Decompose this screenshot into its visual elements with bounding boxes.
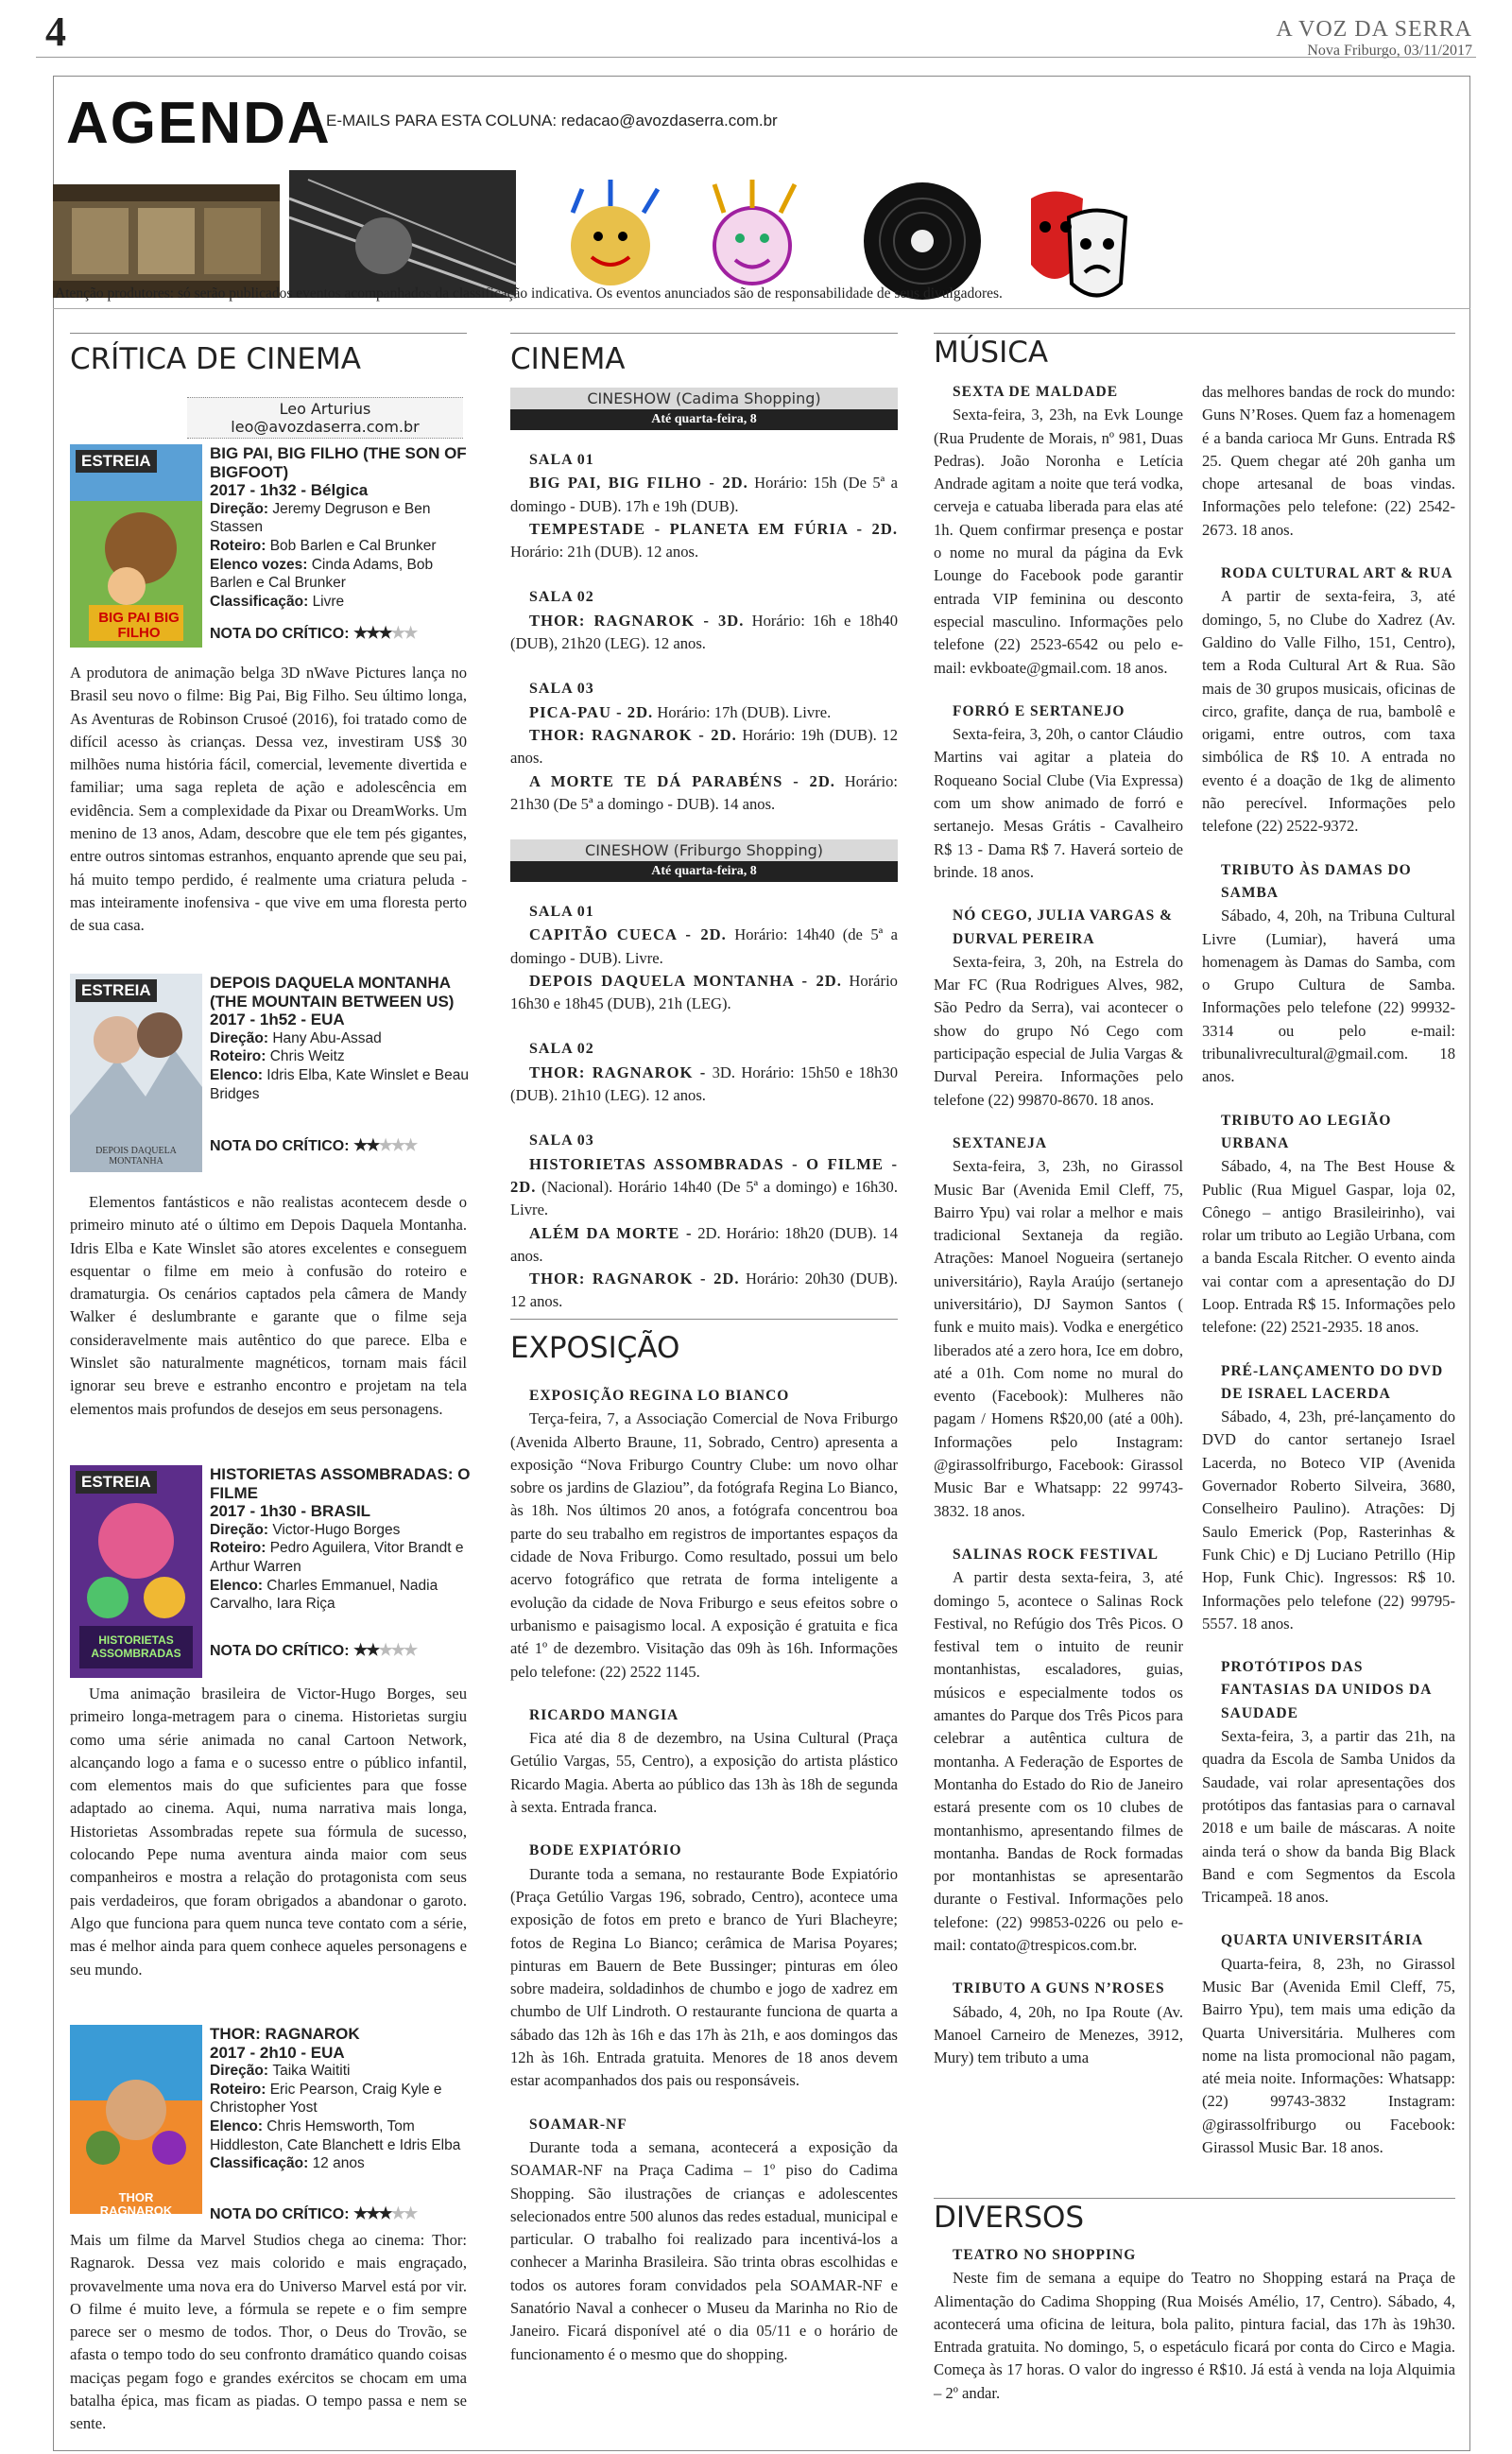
event-title: SEXTANEJA — [953, 1134, 1048, 1151]
session-item — [510, 701, 898, 724]
session-text: Horário 16h30 e 18h45 (DUB), 21h (LEG). — [510, 971, 898, 1013]
critica-rule — [70, 333, 467, 334]
rating-star-icon: ★ — [390, 2204, 404, 2222]
cinema-period: Até quarta-feira, 8 — [510, 409, 898, 430]
critic-rating: NOTA DO CRÍTICO: ★★★★★ — [210, 1641, 417, 1659]
event-title: BODE EXPIATÓRIO — [529, 1842, 682, 1859]
event-title: SOAMAR-NF — [529, 2116, 627, 2133]
session-item — [510, 724, 898, 770]
film-review-1 — [70, 444, 467, 643]
film-roteiro: Roteiro: Pedro Aguilera, Vitor Brandt e Arthur Warren — [210, 1540, 464, 1575]
theater-masks-icon — [1031, 192, 1125, 296]
cinema-sessions — [510, 901, 898, 1314]
rating-star-icon: ★ — [366, 1641, 379, 1659]
session-item — [510, 1062, 898, 1108]
film-meta: 2017 - 1h32 - Bélgica — [210, 481, 369, 500]
film-elenco: Elenco: Charles Emmanuel, Nadia Carvalho, Iara Riça — [210, 1577, 438, 1613]
session-title: ALÉM DA MORTE - — [529, 1223, 693, 1242]
poster-title-text: HISTORIETAS ASSOMBRADAS — [91, 1633, 181, 1660]
agenda-title: AGENDA — [66, 91, 332, 156]
session-title: THOR: RAGNAROK - — [529, 1063, 707, 1081]
session-title: DEPOIS DAQUELA MONTANHA - 2D. — [529, 971, 842, 990]
session-title: THOR: RAGNAROK - 2D. — [529, 1270, 740, 1288]
cinema-period: Até quarta-feira, 8 — [510, 861, 898, 882]
event-title: PROTÓTIPOS DAS FANTASIAS DA UNIDOS DA SAUDADE — [1221, 1659, 1432, 1721]
event-title: EXPOSIÇÃO REGINA LO BIANCO — [529, 1388, 790, 1404]
event-item — [1202, 1929, 1455, 2159]
event-text: Sexta-feira, 3, 23h, na Evk Lounge (Rua Prudente de Morais, nº 981, Duas Pedras). João Noronha e Letícia Andrade agitam a noite que terá vodka, cerveja e catuaba liberada para elas até 1h. Quem confirmar presença e postar o nome no mural da página da Evk Lounge do Facebook pode garantir entrada VIP feminina ou desconto especial masculino. Informações pelo telefone (22) 2523-6542 ou pelo e-mail: evkboate@gmail.com. 18 anos. — [934, 406, 1183, 677]
musica-column-2 — [1202, 381, 1455, 2159]
session-item — [510, 1268, 898, 1314]
session-item — [510, 1153, 898, 1222]
rating-stars — [353, 626, 416, 642]
poster-title-text: DEPOIS DAQUELA MONTANHA — [95, 1146, 177, 1167]
rating-star-icon: ★ — [378, 1641, 391, 1659]
event-text: Sábado, 4, 20h, na Tribuna Cultural Livre (Lumiar), haverá uma homenagem às Damas do Samba, com o Grupo Cultura de Samba. Informações pelo telefone (22) 99932-3314 ou pelo e-mail: tribunalivrecultural@gmail.com. 18 anos. — [1202, 907, 1455, 1086]
film-title: DEPOIS DAQUELA MONTANHA (THE MOUNTAIN BETWEEN US) — [210, 974, 455, 1011]
notice-rule — [53, 308, 1470, 309]
film-classificacao: Classificação: 12 anos — [210, 2155, 365, 2172]
diversos-section-title: DIVERSOS — [934, 2201, 1085, 2235]
rating-star-icon: ★ — [378, 624, 391, 642]
sala-block — [510, 1038, 898, 1107]
event-text: A partir de sexta-feira, 3, até domingo, 5, no Clube do Xadrez (Av. Galdino do Valle Filho, 151, Centro), tem a Roda Cultural Art & Rua. São mais de 30 grupos musicais, oficinas de circo, grafite, dança de rua, bambolê e origami, entre outros, com taxa simbólica de R$ 10. A entrada no evento é a doação de 1kg de alimento não perecível. Informações pelo telefone (22) 2522-9372. — [1202, 587, 1455, 836]
exposicao-listing — [510, 1385, 898, 2366]
session-text: Horário: 17h (DUB). Livre. — [653, 702, 832, 721]
rating-star-icon: ★ — [404, 1641, 417, 1659]
producers-notice: Atenção produtores: só serão publicados eventos acompanhados da classificação indicativa. Os eventos anunciados são de responsabilidade de seus divulgadores. — [55, 285, 1003, 302]
event-item — [934, 905, 1183, 1112]
rating-star-icon: ★ — [390, 1641, 404, 1659]
film-direcao: Direção: Victor-Hugo Borges — [210, 1521, 401, 1538]
event-item — [934, 1544, 1183, 1957]
cinema-listing-cadima — [510, 388, 898, 816]
cinema-sessions — [510, 449, 898, 816]
film-info — [210, 2025, 474, 2173]
sala-label: SALA 03 — [529, 681, 594, 698]
exposicao-section-title: EXPOSIÇÃO — [510, 1331, 680, 1365]
film-review-3 — [70, 1465, 471, 1664]
event-text: A partir desta sexta-feira, 3, até domingo 5, acontece o Salinas Rock Festival, no Refúgio dos Três Picos. O festival tem o intuito de reunir montanhistas, escaladores, guias, músicos e especialmente todos os amantes do Parque dos Três Picos para celebrar a autêntica cultura de montanha. A Federação de Esportes de Montanha do Estado do Rio de Janeiro estará presente com os 10 clubes de montanhismo, apresentando filmes de montanha. Bandas de Rock formadas por montanhistas se apresentarão durante o Festival. Informações pelo telefone: (22) 99853-0226 ou pelo e-mail: contato@trespicos.com.br. — [934, 1568, 1183, 1954]
musica-rule — [934, 333, 1455, 334]
film-roteiro: Roteiro: Chris Weitz — [210, 1048, 345, 1065]
guitar-icon — [289, 170, 516, 298]
sala-label: SALA 01 — [529, 452, 594, 468]
session-text: Horário: 20h30 (DUB). 12 anos. — [510, 1270, 898, 1311]
cinema-rule — [510, 333, 898, 334]
estreia-badge: ESTREIA — [76, 450, 157, 473]
session-text: (Nacional). Horário 14h40 (De 5ª a domingo) e 16h30. Livre. — [510, 1177, 898, 1219]
event-text: Sexta-feira, 3, 20h, na Estrela do Mar FC (Rua Rodrigues Alves, 982, São Pedro da Serra), vai acontecer o show do grupo Nó Cego com participação especial de Julia Vargas & Durval Pereira. Informações pelo telefone (22) 99870-8670. 18 anos. — [934, 952, 1183, 1109]
rating-star-icon: ★ — [390, 1136, 404, 1154]
critic-byline — [187, 397, 463, 439]
event-text: Durante toda a semana, acontecerá a exposição da SOAMAR-NF na Praça Cadima – 1º piso do Cadima Shopping. São ilustrações de crianças e adolescentes selecionados entre 500 alunos das redes estadual, municipal e particular. O trabalho foi realizado para incentivá-los a conhecer a Marinha Brasileira. São trinta obras escolhidas e todos os autores foram convidados pela SOAMAR-NF e Sanatório Naval a conhecer o Museu da Marinha no Rio de Janeiro. Ficará disponível até o dia 05/11 e o horário de funcionamento é o mesmo que do shopping. — [510, 2137, 898, 2363]
film-classificacao: Classificação: Livre — [210, 593, 345, 610]
event-title: NÓ CEGO, JULIA VARGAS & DURVAL PEREIRA — [953, 907, 1174, 947]
session-title: BIG PAI, BIG FILHO - 2D. — [529, 474, 748, 493]
film-review-2 — [70, 974, 467, 1172]
sala-block — [510, 586, 898, 655]
film-roteiro: Roteiro: Bob Barlen e Cal Brunker — [210, 537, 437, 554]
critic-rating: NOTA DO CRÍTICO: ★★★★★ — [210, 624, 417, 642]
critic-rating: NOTA DO CRÍTICO: ★★★★★ — [210, 2204, 417, 2222]
poster-title-text: BIG PAI BIG FILHO — [98, 610, 180, 641]
rating-stars — [353, 2206, 416, 2222]
rating-star-icon: ★ — [353, 624, 367, 642]
session-title: CAPITÃO CUECA - 2D. — [529, 925, 727, 944]
event-title: RICARDO MANGIA — [529, 1706, 679, 1723]
session-item — [510, 970, 898, 1016]
session-title: THOR: RAGNAROK - 2D. — [529, 725, 737, 744]
session-item — [510, 518, 898, 564]
event-item — [1202, 1360, 1455, 1636]
film-elenco: Elenco: Chris Hemsworth, Tom Hiddleston, Cate Blanchett e Idris Elba — [210, 2117, 461, 2153]
film-review-1-text: A produtora de animação belga 3D nWave Pictures lança no Brasil seu novo o filme: Big Pai, Big Filho. Seu último longa, As Aventuras de Robinson Crusoé (2016), foi tratado como de difícil acesso às crianças. Dessa vez, investiram US$ 30 milhões numa história fácil, comercial, levemente divertida e familiar; uma saga repleta de ação e adolescência em evidência. Sem a complexidade da Pixar ou DreamWorks. Um menino de 13 anos, Adam, descobre que ele tem pés gigantes, entre outros sintomas estranhos, enquanto aprende que seu pai, há muito tempo perdido, é realmente uma criatura peluda - mas inteiramente inofensiva - que vive em uma floresta perto de sua casa. — [70, 664, 467, 935]
film-roteiro: Roteiro: Eric Pearson, Craig Kyle e Christopher Yost — [210, 2081, 442, 2117]
film-direcao: Direção: Jeremy Degruson e Ben Stassen — [210, 500, 431, 536]
sala-label: SALA 01 — [529, 904, 594, 920]
vinyl-record-icon — [864, 182, 981, 300]
session-text: 2D. Horário: 18h20 (DUB). 14 anos. — [510, 1223, 898, 1265]
session-title: THOR: RAGNAROK - 3D. — [529, 611, 745, 630]
event-title: TEATRO NO SHOPPING — [953, 2247, 1137, 2263]
film-meta: 2017 - 1h30 - BRASIL — [210, 1502, 371, 1521]
event-title: TRIBUTO A GUNS N’ROSES — [953, 1980, 1165, 1997]
event-text: Fica até dia 8 de dezembro, na Usina Cultural (Praça Getúlio Vargas, 55, Centro), a exposição do artista plástico Ricardo Magia. Aberta ao público das 13h às 18h de segunda à sexta. Entrada franca. — [510, 1729, 898, 1817]
sala-block — [510, 901, 898, 1015]
event-item — [510, 2114, 898, 2366]
sala-label: SALA 02 — [529, 1041, 594, 1058]
film-meta: 2017 - 1h52 - EUA — [210, 1011, 345, 1029]
event-text: Sábado, 4, 20h, no Ipa Route (Av. Manoel Carneiro de Menezes, 3912, Mury) tem tributo a uma — [934, 2002, 1183, 2067]
critica-section-title: CRÍTICA DE CINEMA — [70, 342, 361, 376]
rating-star-icon: ★ — [353, 1136, 367, 1154]
session-text: Horário: 19h (DUB). 12 anos. — [510, 725, 898, 768]
critic-email: leo@avozdaserra.com.br — [231, 418, 420, 436]
film-info — [210, 1465, 474, 1614]
rating-star-icon: ★ — [404, 624, 417, 642]
rating-star-icon: ★ — [404, 1136, 417, 1154]
session-item — [510, 610, 898, 656]
event-item — [510, 1840, 898, 2092]
event-text: Sábado, 4, na The Best House & Public (Rua Miguel Gaspar, loja 02, Cônego – antigo Brasileirinho), vai rolar um tributo ao Legião Urbana, com a banda Escala Ritcher. O evento ainda vai contar com a apresentação do DJ Loop. Entrada R$ 15. Informações pelo telefone: (22) 2521-2935. 18 anos. — [1202, 1157, 1455, 1337]
event-item — [934, 381, 1183, 680]
agenda-emails: E-MAILS PARA ESTA COLUNA: redacao@avozdaserra.com.br — [326, 112, 778, 130]
sala-block — [510, 678, 898, 816]
musica-column-1 — [934, 381, 1183, 2069]
rating-star-icon: ★ — [404, 2204, 417, 2222]
rating-star-icon: ★ — [353, 2204, 367, 2222]
masthead — [1276, 17, 1472, 60]
film-info — [210, 444, 474, 611]
event-item — [1202, 1656, 1455, 1909]
painted-hands-icon — [571, 180, 658, 285]
session-text: 3D. Horário: 15h50 e 18h30 (DUB). 21h10 (LEG). 12 anos. — [510, 1063, 898, 1105]
event-item — [934, 700, 1183, 884]
film-info — [210, 974, 474, 1103]
film-review-2-text: Elementos fantásticos e não realistas acontecem desde o primeiro minuto até o último em Depois Daquela Montanha. Idris Elba e Kate Winslet são atores excelentes e conseguem esquentar o filme em meio à confusão do roteiro e dramaturgia. Os cenários captados pela câmera de Mandy Walker é deslumbrante e garante que o filme seja consideravelmente mais autêntico do que parece. Elba e Winslet são naturalmente magnéticos, tornam mais fácil ignorar seu breve e estranho encontro e projetam na tela elementos mais profundos de desejos em seus personagens. — [70, 1193, 467, 1418]
session-title: TEMPESTADE - PLANETA EM FÚRIA - 2D. — [529, 519, 898, 538]
session-text: Horário: 21h (DUB). 12 anos. — [510, 543, 699, 562]
session-title: HISTORIETAS ASSOMBRADAS - O FILME - 2D. — [510, 1154, 898, 1196]
event-title: FORRÓ E SERTANEJO — [953, 702, 1125, 719]
film-direcao: Direção: Taika Waititi — [210, 2063, 351, 2080]
event-title: TRIBUTO ÀS DAMAS DO SAMBA — [1221, 861, 1412, 901]
sala-block — [510, 449, 898, 563]
exposicao-rule — [510, 1319, 898, 1320]
critic-name: Leo Arturius — [279, 400, 371, 418]
rating-stars — [353, 1643, 416, 1659]
film-meta: 2017 - 2h10 - EUA — [210, 2043, 345, 2062]
event-text: Sábado, 4, 23h, pré-lançamento do DVD do cantor sertanejo Israel Lacerda, no Boteco VIP (Avenida Governador Roberto Silveira, 3680, Conselheiro Paulino). Atrações: Dj Saulo Emerick (Pop, Rasterinhas & Funk Chic) e Dj Luciano Petrillo (Hip Hop, Funk Chic). Ingressos: R$ 10. Informações pelo telefone (22) 99795-5557. 18 anos. — [1202, 1408, 1455, 1633]
session-item — [510, 472, 898, 518]
rating-star-icon: ★ — [353, 1641, 367, 1659]
event-item — [1202, 1110, 1455, 1339]
rating-star-icon: ★ — [378, 2204, 391, 2222]
event-item — [1202, 859, 1455, 1089]
event-item — [510, 1704, 898, 1819]
event-title: PRÉ-LANÇAMENTO DO DVD DE ISRAEL LACERDA — [1221, 1362, 1444, 1402]
event-title: TRIBUTO AO LEGIÃO URBANA — [1221, 1112, 1392, 1151]
poster-title-text: THOR RAGNAROK — [99, 2190, 173, 2218]
event-item — [1202, 381, 1455, 542]
film-direcao: Direção: Hany Abu-Assad — [210, 1029, 382, 1046]
session-text: Horário: 16h e 18h40 (DUB), 21h20 (LEG). 12 anos. — [510, 611, 898, 653]
header-rule — [36, 57, 1476, 58]
event-item — [1202, 562, 1455, 838]
sala-label: SALA 03 — [529, 1132, 594, 1149]
film-title: BIG PAI, BIG FILHO (THE SON OF BIGFOOT) — [210, 444, 467, 481]
agenda-banner-illustration — [53, 142, 1154, 307]
sala-label: SALA 02 — [529, 589, 594, 606]
event-text: Neste fim de semana a equipe do Teatro no Shopping estará na Praça de Alimentação do Cadima Shopping (Rua Moisés Amélio, 17, Centro). Sábado, 4, acontecerá uma oficina de leitura, bola palito, pintura facial, das 17h às 19h30. Entrada gratuita. No domingo, 5, o espetáculo ficará por conta do Circo e Magia. Começa às 17 horas. O valor do ingresso é R$10. Já está à venda na loja Alquimia – 2º andar. — [934, 2269, 1455, 2402]
rating-star-icon: ★ — [366, 2204, 379, 2222]
event-text: Quarta-feira, 8, 23h, no Girassol Music Bar (Avenida Emil Cleff, 75, Bairro Ypu), tem mais uma edição da Quarta Universitária. Mulheres com nome na lista promocional não pagam, até meia noite. Informações: Whatsapp: (22) 99743-3832 Instagram: @girassolfriburgo ou Facebook: Girassol Music Bar. 18 anos. — [1202, 1954, 1455, 2157]
session-text: Horário: 14h40 (de 5ª a domingo - DUB). Livre. — [510, 925, 898, 967]
film-review-4-text: Mais um filme da Marvel Studios chega ao cinema: Thor: Ragnarok. Dessa vez mais colorido e mais engraçado, provavelmente uma nova era do Universo Marvel está por vir. O filme é muito leve, a fórmula se repete e o fim sempre parece ser o mesmo de todos. Thor, o Deus do Trovão, se afasta o tempo todo do seu confronto dramático quando coisas maciças pegam fogo e grandes exércitos se chocam em uma batalha épica, mas ficam as piadas. O tempo passa e nem se sente. — [70, 2231, 467, 2433]
film-elenco: Elenco vozes: Cinda Adams, Bob Barlen e Cal Brunker — [210, 556, 434, 592]
event-text: Durante toda a semana, no restaurante Bode Expiatório (Praça Getúlio Vargas 196, sobrado, Centro), acontece uma exposição de fotos em preto e branco de Yuri Blacheyre; fotos de Regina Lo Bianco; cerâmica de Marisa Poyares; pinturas em Bauern de Bete Bussinger; pinturas em óleo sobre madeira, soldadinhos de chumbo e jogo de xadrez em chumbo de Ulf Lindroth. O restaurante funciona de quarta a sábado das 12h às 16h e das 17h às 21h, e aos domingos das 12h às 16h. Entrada gratuita. Menores de 18 anos devem estar acompanhados dos pais ou responsáveis. — [510, 1864, 898, 2090]
session-item — [510, 770, 898, 817]
event-item — [510, 1385, 898, 1684]
page-number: 4 — [45, 9, 66, 55]
event-title: RODA CULTURAL ART & RUA — [1221, 565, 1453, 582]
poster-thor-ragnarok — [70, 2025, 202, 2214]
event-text: Sexta-feira, 3, 23h, no Girassol Music Bar (Avenida Emil Cleff, 75, Bairro Ypu) vai rolar a melhor e mais tradicional Sextaneja da região. Atrações: Manoel Nogueira (sertanejo universitário), Rayla Araújo (sertanejo universitário), DJ Saymon Santos ( funk e muito mais). Vodka e energético liberados até a zero hora, Ice em dobro, até a 01h. Com nome no mural do evento (Facebook): Mulheres não pagam / Homens R$20,00 (até a 00h). Informações pelo Instagram: @girassolfriburgo, Facebook: Girassol Music Bar e Whatsapp: 22 99743-3832. 18 anos. — [934, 1157, 1183, 1520]
event-title: QUARTA UNIVERSITÁRIA — [1221, 1932, 1424, 1949]
estreia-badge: ESTREIA — [76, 979, 157, 1002]
session-text: Horário: 21h30 (De 5ª a domingo - DUB). 14 anos. — [510, 771, 898, 813]
event-title: SEXTA DE MALDADE — [953, 384, 1119, 400]
session-text: Horário: 15h (De 5ª a domingo - DUB). 17h e 19h (DUB). — [510, 474, 898, 515]
film-title: THOR: RAGNAROK — [210, 2025, 360, 2043]
rating-star-icon: ★ — [366, 624, 379, 642]
event-text: das melhores bandas de rock do mundo: Guns N’Roses. Quem faz a homenagem é a banda carioca Mr Guns. Entrada R$ 25. Quem chegar até 20h ganha um chope artesanal de boas vindas. Informações pelo telefone: (22) 2542-2673. 18 anos. — [1202, 383, 1455, 539]
rating-star-icon: ★ — [366, 1136, 379, 1154]
sala-block — [510, 1130, 898, 1313]
diversos-listing — [934, 2244, 1455, 2405]
rating-star-icon: ★ — [378, 1136, 391, 1154]
rating-star-icon: ★ — [390, 624, 404, 642]
session-item — [510, 924, 898, 970]
musica-section-title: MÚSICA — [934, 336, 1049, 370]
critic-rating: NOTA DO CRÍTICO: ★★★★★ — [210, 1136, 417, 1154]
cinema-section-title: CINEMA — [510, 342, 626, 376]
cinema-listing-friburgo — [510, 839, 898, 1314]
event-item — [934, 1132, 1183, 1523]
diversos-rule — [934, 2198, 1455, 2199]
poster-depois-daquela-montanha — [70, 974, 202, 1172]
session-item — [510, 1222, 898, 1269]
estreia-badge: ESTREIA — [76, 1471, 157, 1494]
masthead-title: A VOZ DA SERRA — [1276, 17, 1472, 42]
film-review-3-text: Uma animação brasileira de Victor-Hugo Borges, seu primeiro longa-metragem para o cinema. Historietas surgiu como uma série animada no canal Cartoon Network, alcançando logo a fama e o sucesso entre o público infantil, com elementos mais do que suficientes para que fosse adaptado ao cinema. Aqui, numa narrativa mais longa, Historietas Assombradas repete sua fórmula de sucesso, colocando Pepe numa aventura ainda maior com seus companheiros e mostra a relação do protagonista com seus pais verdadeiros, que foram obrigados a abandonar o garoto. Algo que funciona para quem nunca teve contato com a série, mas é melhor ainda para quem conhece aqueles personagens e seu mundo. — [70, 1685, 467, 1979]
event-title: SALINAS ROCK FESTIVAL — [953, 1546, 1159, 1563]
kid-drawing-icon — [714, 180, 795, 284]
film-review-4 — [70, 2025, 467, 2223]
film-reel-icon — [53, 184, 280, 298]
event-text: Sexta-feira, 3, a partir das 21h, na quadra da Escola de Samba Unidos da Saudade, vai rolar apresentações dos protótipos das fantasias para o carnaval 2018 e um baile de máscaras. A noite ainda terá o show da banda Big Black Band e com Segmentos da Escola Tricampeã. 18 anos. — [1202, 1727, 1455, 1907]
session-title: PICA-PAU - 2D. — [529, 702, 654, 721]
session-title: A MORTE TE DÁ PARABÉNS - 2D. — [529, 771, 835, 790]
cinema-name: CINESHOW (Friburgo Shopping) — [510, 839, 898, 861]
issue-date: Nova Friburgo, 03/11/2017 — [1307, 43, 1472, 59]
film-title: HISTORIETAS ASSOMBRADAS: O FILME — [210, 1465, 471, 1502]
film-elenco: Elenco: Idris Elba, Kate Winslet e Beau Bridges — [210, 1066, 469, 1102]
event-text: Sexta-feira, 3, 20h, o cantor Cláudio Martins vai agitar a plateia do Roqueano Social Clube (Via Expressa) com um show animado de forró e sertanejo. Mesas Grátis - Cavalheiro R$ 13 - Dama R$ 7. Haverá sorteio de brinde. 18 anos. — [934, 725, 1183, 881]
event-text: Terça-feira, 7, a Associação Comercial de Nova Friburgo (Avenida Alberto Braune, 11, Sobrado, Centro) apresenta a exposição “Nova Friburgo Country Clube: um novo olhar sobre os jardins de Glaziou”, da fotógrafa Regina Lo Bianco, às 18h. Nos últimos 20 anos, a fotógrafa concentrou boa parte do seu trabalho em registros de importantes espaços da cidade de Nova Friburgo. Como resultado, possui um belo acervo fotográfico que retrata de forma inteligente a evolução da cidade de Nova Friburgo e seus efeitos sobre o urbanismo e paisagismo local. A exposição é gratuita e fica até 1º de dezembro. Visitação das 09h às 16h. Informações pelo telefone: (22) 2522 1145. — [510, 1409, 898, 1681]
rating-stars — [353, 1138, 416, 1154]
event-item — [934, 1978, 1183, 2069]
cinema-name: CINESHOW (Cadima Shopping) — [510, 388, 898, 409]
